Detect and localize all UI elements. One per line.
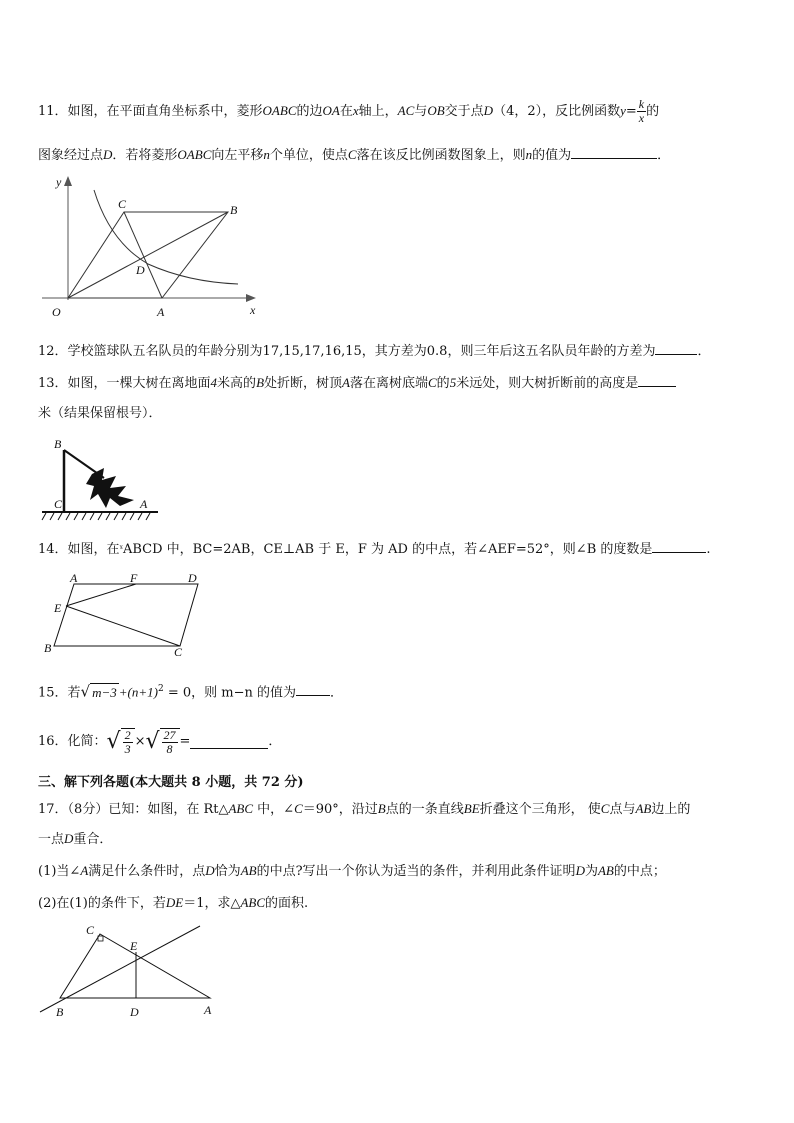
q17-text: 点的一条直线 xyxy=(385,802,464,817)
label-d: D xyxy=(130,1005,139,1019)
y-axis-arrow xyxy=(64,176,72,186)
q15-answer-blank[interactable] xyxy=(296,683,330,696)
q11-rhombus: OABC xyxy=(262,103,297,118)
radical-sign: √ xyxy=(106,729,121,754)
q17-text: (2)在(1)的条件下，若 xyxy=(38,896,166,911)
q15-exponent: 2 xyxy=(157,684,164,694)
q17-text: 中，∠ xyxy=(253,802,295,817)
q17-text: ＝90°，沿过 xyxy=(302,802,378,817)
tree-crown xyxy=(86,468,134,508)
q13-text: 处折断，树顶 xyxy=(264,376,343,391)
label-e: E xyxy=(130,939,138,953)
label-a: A xyxy=(157,305,165,319)
q17-ab: AB xyxy=(597,863,614,878)
q16-period: ． xyxy=(268,734,282,749)
q11-n: n xyxy=(525,147,533,162)
q11-ac: AC xyxy=(397,103,415,118)
q11-text: 的边 xyxy=(296,104,323,119)
q14-figure xyxy=(40,570,210,660)
q16-text: 16．化简： xyxy=(38,734,107,749)
label-d: D xyxy=(188,571,197,585)
q17-text: 折叠这个三角形， 使 xyxy=(479,802,601,817)
q13-c: C xyxy=(428,375,437,390)
x-axis-arrow xyxy=(246,294,256,302)
q13-b: B xyxy=(256,375,265,390)
diagonal-ac xyxy=(124,212,162,298)
q17-line1 xyxy=(38,800,690,819)
q11-frac-num: k xyxy=(638,97,645,111)
q11-line2 xyxy=(38,146,670,165)
q11-answer-blank[interactable] xyxy=(571,146,657,159)
q13-figure xyxy=(40,432,160,524)
q16-fraction-1 xyxy=(121,728,135,756)
q11-text: 图象经过点 xyxy=(38,148,104,163)
q11-text: 11．如图，在平面直角坐标系中，菱形 xyxy=(38,104,263,119)
parallelogram-symbol: ˠ xyxy=(119,544,123,554)
q11-text: ．若将菱形 xyxy=(112,148,178,163)
q11-frac-den: x xyxy=(638,111,645,125)
hyperbola-curve xyxy=(94,190,238,284)
q11-text: 轴上， xyxy=(358,104,398,119)
q12-period: ． xyxy=(697,344,711,359)
q11-d: D xyxy=(483,103,494,118)
q17-text: ＝1，求△ xyxy=(183,896,241,911)
q11-fraction xyxy=(637,98,646,125)
q14-text: 14．如图，在 xyxy=(38,542,120,557)
q16-f2-num: 27 xyxy=(163,728,176,742)
q11-line1 xyxy=(38,98,659,125)
q17-text: 重合． xyxy=(73,832,113,847)
q17-text: 一点 xyxy=(38,832,65,847)
q11-side: OA xyxy=(322,103,340,118)
q15-text: 15．若 xyxy=(38,685,81,701)
q13-text: 落在离树底端 xyxy=(349,376,428,391)
q11-ob: OB xyxy=(427,103,445,118)
q11-text: 在 xyxy=(339,104,353,119)
label-a: A xyxy=(140,497,148,511)
q16-equals: = xyxy=(179,734,191,749)
label-e: E xyxy=(54,601,62,615)
radical-sign: √ xyxy=(80,682,91,701)
q11-text: 交于点 xyxy=(444,104,484,119)
q11-x: x xyxy=(352,103,359,118)
q16-line xyxy=(38,728,281,757)
q14-line xyxy=(38,540,711,559)
q17-text: (1)当∠ xyxy=(38,864,81,879)
q11-text: 的值为 xyxy=(532,148,572,163)
q11-figure xyxy=(38,172,268,322)
q11-text: 的 xyxy=(646,104,660,119)
label-o: O xyxy=(52,305,61,319)
q11-rhombus: OABC xyxy=(177,147,212,162)
q14-period: . xyxy=(706,542,711,557)
ground-hatch xyxy=(42,513,150,520)
q13-text: 米（结果保留根号）． xyxy=(38,406,162,421)
q17-ab: AB xyxy=(240,863,257,878)
q17-text: 恰为 xyxy=(214,864,241,879)
q13-text: 米高的 xyxy=(217,376,257,391)
q11-text: 个单位，使点 xyxy=(269,148,348,163)
label-b: B xyxy=(44,641,52,655)
q11-period: ． xyxy=(657,148,671,163)
q17-d: D xyxy=(575,863,585,878)
parallelogram-abcd xyxy=(54,584,198,646)
label-c: C xyxy=(86,923,95,937)
q14-text: ABCD 中，BC=2AB，CE⊥AB 于 E，F 为 AD 的中点，若∠AEF=52°，则∠B 的度数是 xyxy=(122,542,653,557)
label-x: x xyxy=(250,303,256,317)
label-y: y xyxy=(56,175,62,189)
q17-abc: ABC xyxy=(228,801,254,816)
q17-part1 xyxy=(38,862,666,881)
q17-ab: AB xyxy=(635,801,652,816)
q17-line2 xyxy=(38,830,112,849)
q17-text: 满足什么条件时，点 xyxy=(88,864,206,879)
q11-func-y: y xyxy=(620,103,626,118)
q17-de: DE xyxy=(165,895,184,910)
label-d: D xyxy=(136,263,145,277)
q11-n: n xyxy=(263,147,270,162)
q16-f2-den: 8 xyxy=(166,742,173,756)
label-a: A xyxy=(70,571,78,585)
q15-radicand: m−3 xyxy=(92,685,117,701)
q17-text: 的面积. xyxy=(265,896,309,911)
q11-func-eq: = xyxy=(625,104,637,119)
diagonal-ob xyxy=(68,212,228,298)
q16-answer-blank[interactable] xyxy=(190,736,268,749)
q14-answer-blank[interactable] xyxy=(652,540,706,553)
q17-be: BE xyxy=(463,801,480,816)
label-b: B xyxy=(54,437,62,451)
q13-text: 的 xyxy=(436,376,450,391)
q17-c: C xyxy=(600,801,610,816)
q16-f1-num: 2 xyxy=(124,728,131,742)
segment-ec xyxy=(66,606,180,646)
q17-figure xyxy=(38,920,228,1020)
section-heading: 三、解下列各题(本大题共 8 小题，共 72 分) xyxy=(38,775,304,790)
q13-num: 5 xyxy=(449,375,457,390)
q16-fraction-2 xyxy=(160,728,180,756)
label-a: A xyxy=(204,1003,212,1017)
q17-text: 为 xyxy=(584,864,598,879)
label-f: F xyxy=(130,571,138,585)
q13-num: 4 xyxy=(210,375,218,390)
q15-equals: = 0 xyxy=(163,685,192,701)
q17-text: 的中点； xyxy=(613,864,666,879)
label-c: C xyxy=(118,197,127,211)
q12-line xyxy=(38,342,710,361)
q17-part2 xyxy=(38,894,308,913)
q17-c: C xyxy=(294,801,303,816)
q13-a: A xyxy=(342,375,350,390)
q11-text: 落在该反比例函数图象上，则 xyxy=(356,148,526,163)
label-c: C xyxy=(54,497,63,511)
q13-answer-blank[interactable] xyxy=(638,374,676,387)
q11-d: D xyxy=(103,147,113,162)
q17-abc: ABC xyxy=(240,895,266,910)
q17-b: B xyxy=(377,801,386,816)
q16-times: × xyxy=(134,734,146,749)
q13-text: 13．如图，一棵大树在离地面 xyxy=(38,376,211,391)
q17-text: 的中点?写出一个你认为适当的条件，并利用此条件证明 xyxy=(256,864,576,879)
q17-text: 17．（8分）已知：如图，在 Rt△ xyxy=(38,802,229,817)
q11-text: 与 xyxy=(414,104,428,119)
q15-expression: +(n+1) xyxy=(118,684,158,700)
q13-text: 米远处，则大树折断前的高度是 xyxy=(456,376,639,391)
q12-text: 12．学校篮球队五名队员的年龄分别为17,15,17,16,15，其方差为0.8，则三年后这五名队员年龄的方差为 xyxy=(38,344,656,359)
q15-period: ． xyxy=(330,685,344,701)
label-c: C xyxy=(174,645,183,659)
q15-line xyxy=(38,680,343,702)
q17-text: 点与 xyxy=(609,802,636,817)
label-b: B xyxy=(56,1005,64,1019)
q15-text: ，则 m−n 的值为 xyxy=(191,685,297,701)
fold-line-be xyxy=(40,926,200,1012)
label-b: B xyxy=(230,203,238,217)
q17-d: D xyxy=(64,831,74,846)
q17-d: D xyxy=(205,863,215,878)
q12-answer-blank[interactable] xyxy=(655,342,697,355)
q11-c: C xyxy=(347,147,357,162)
q17-text: 边上的 xyxy=(651,802,691,817)
q16-f1-den: 3 xyxy=(124,742,131,756)
q17-a: A xyxy=(80,863,89,878)
q13-line1 xyxy=(38,374,676,393)
segment-ef xyxy=(66,584,136,606)
q11-text: 向左平移 xyxy=(211,148,264,163)
radical-sign: √ xyxy=(145,729,160,754)
q13-line2 xyxy=(38,405,162,423)
q11-coord: （4，2），反比例函数 xyxy=(493,104,621,119)
